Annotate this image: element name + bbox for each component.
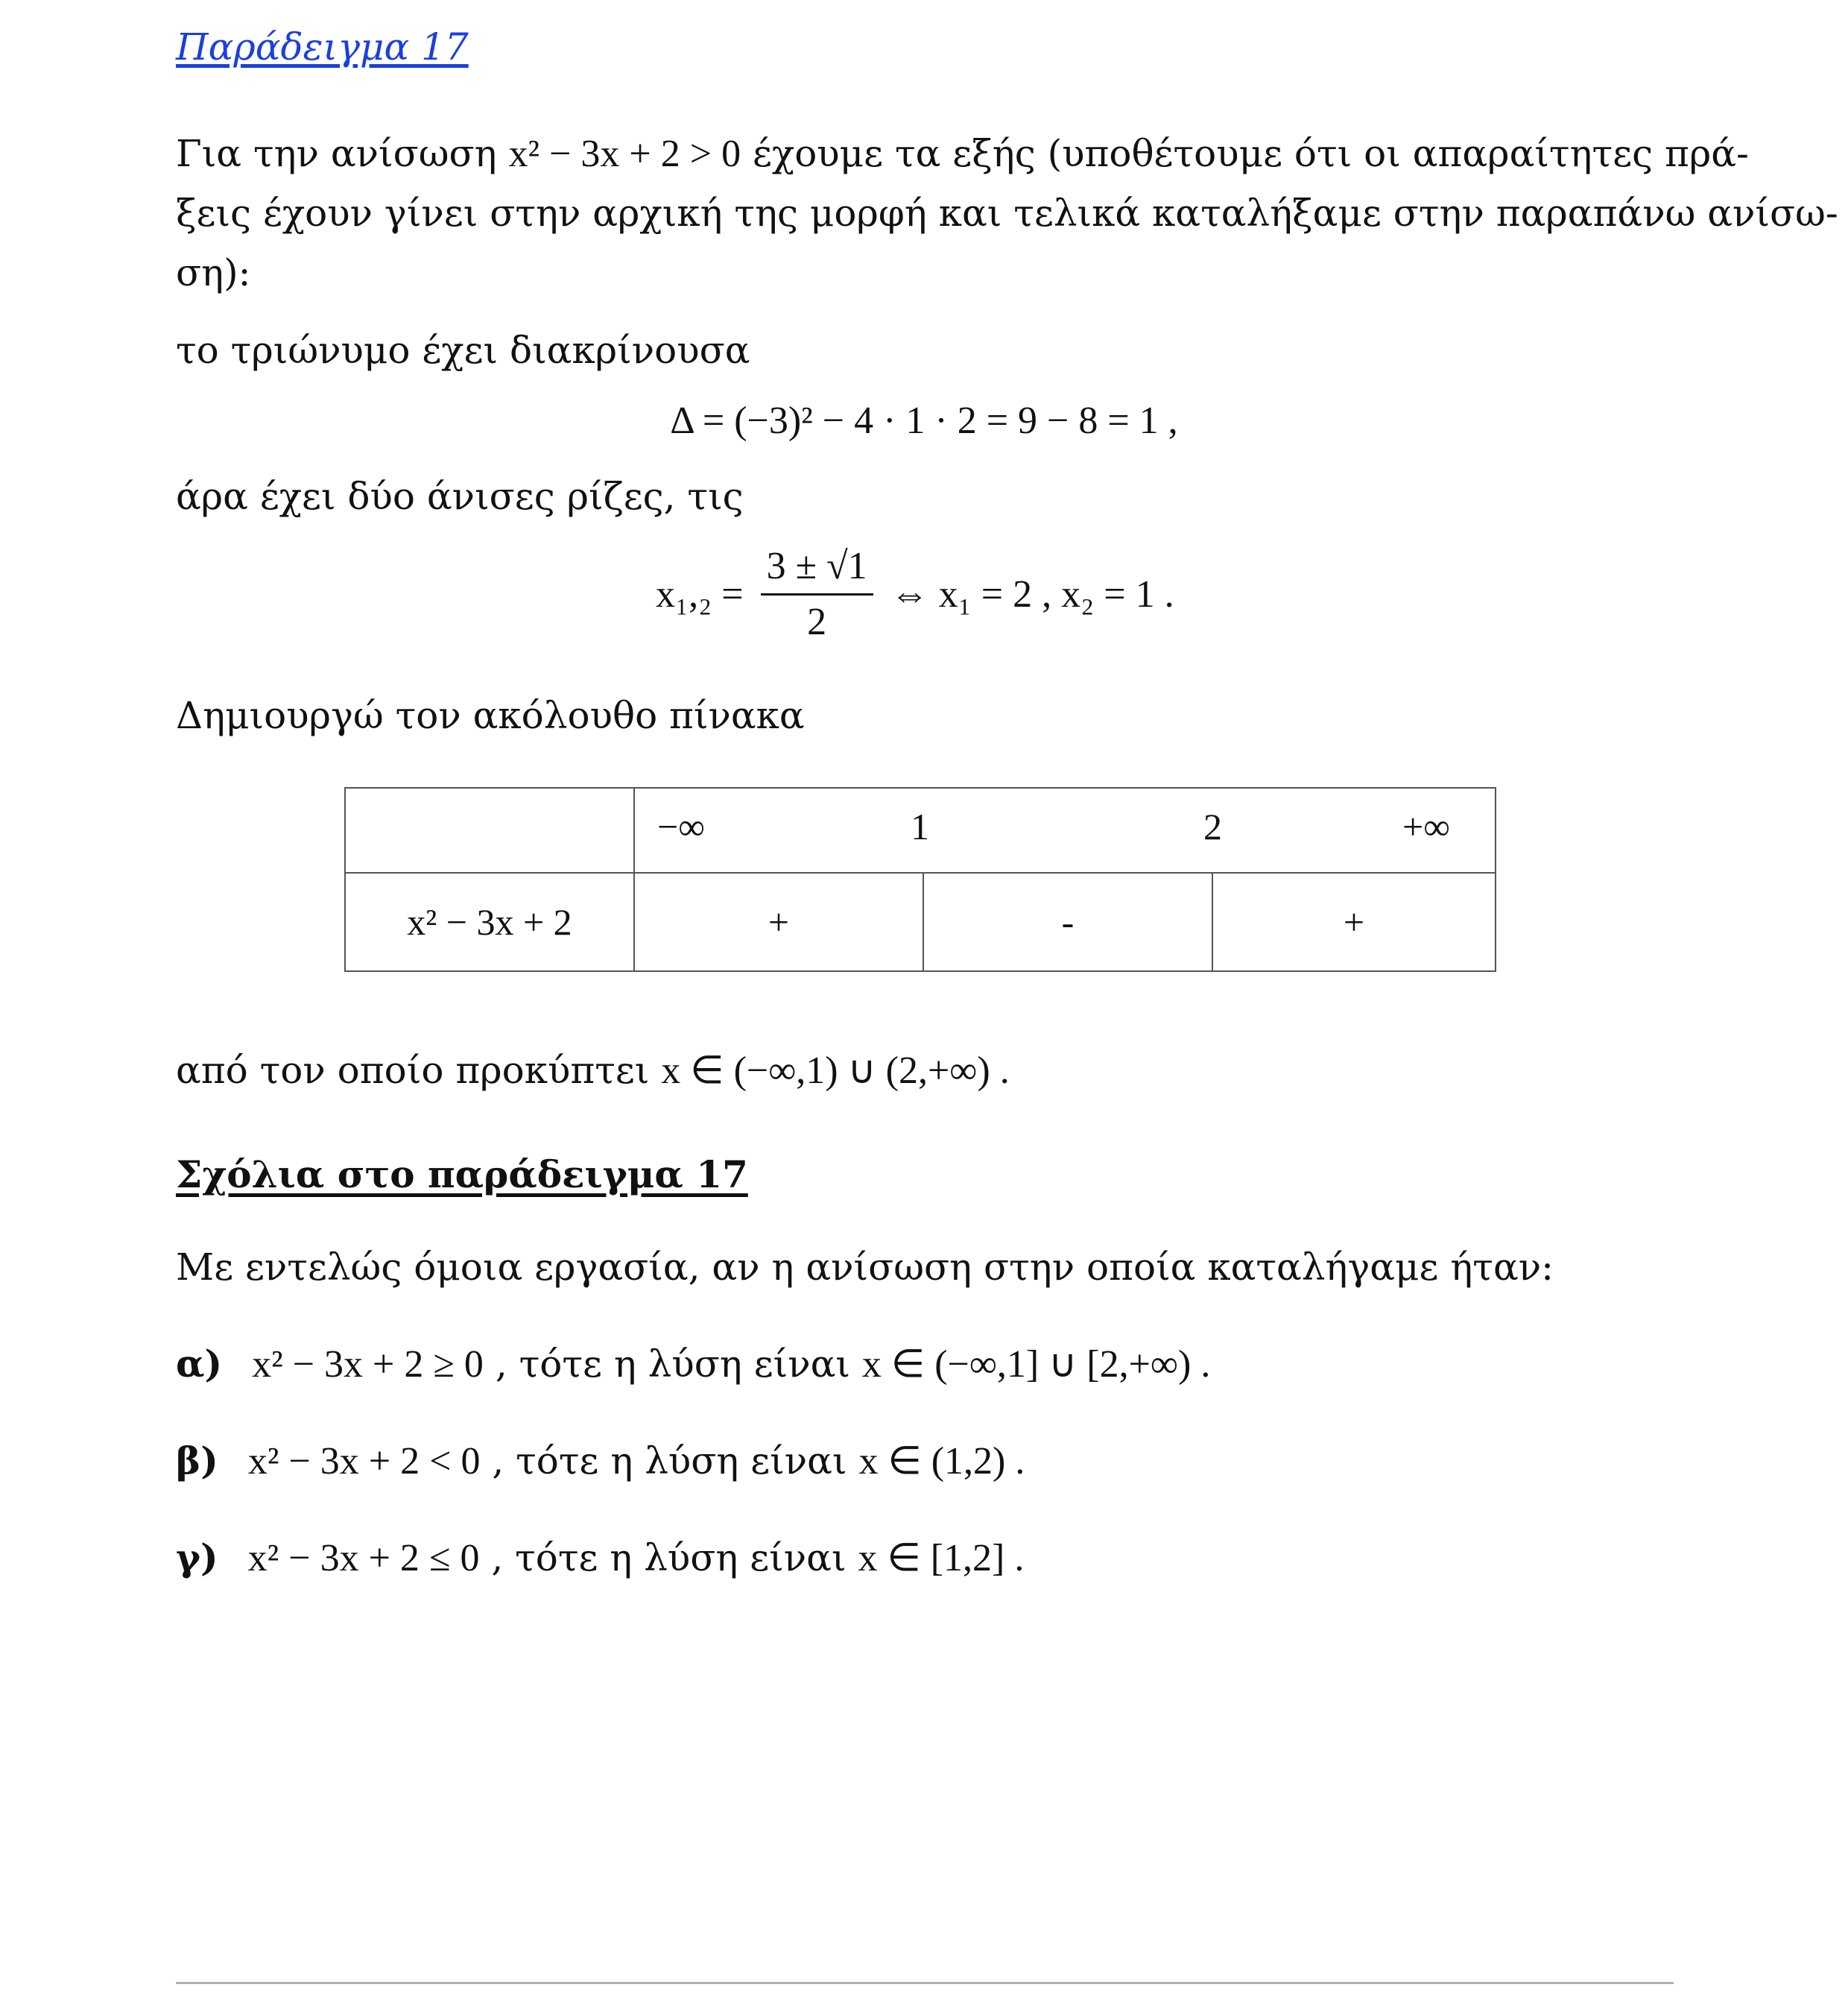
conclusion-math: x ∈ (−∞,1) ∪ (2,+∞) .	[661, 1049, 1010, 1092]
sign-table	[344, 787, 1496, 972]
case-text: , τότε η λύση είναι	[479, 1536, 858, 1579]
point-minus-infinity: −∞	[657, 806, 705, 847]
row-label-cell: x² − 3x + 2	[345, 873, 634, 971]
fraction-denominator: 2	[807, 601, 827, 643]
roots-intro: άρα έχει δύο άνισες ρίζες, τις	[176, 475, 744, 518]
case-solution: x ∈ (−∞,1] ∪ [2,+∞) .	[861, 1343, 1211, 1386]
intro-line-3: ση):	[176, 251, 251, 294]
case-label: β)	[176, 1439, 218, 1483]
intro-paragraph	[176, 124, 1838, 303]
inequality-math: x² − 3x + 2 > 0	[508, 133, 741, 175]
example-heading: Παράδειγμα 17	[176, 25, 469, 69]
case-text: , τότε η λύση είναι	[480, 1439, 859, 1483]
sign-cell: -	[923, 873, 1212, 971]
case-text: , τότε η λύση είναι	[483, 1342, 862, 1386]
case-inequality: x² − 3x + 2 ≥ 0	[252, 1343, 484, 1386]
case-solution: x ∈ [1,2] .	[858, 1537, 1025, 1579]
case-item	[176, 1342, 1210, 1387]
case-item	[176, 1535, 1024, 1581]
case-inequality: x² − 3x + 2 ≤ 0	[247, 1537, 480, 1579]
table-corner-cell	[345, 788, 634, 873]
table-intro: Δημιουργώ τον ακόλουθο πίνακα	[176, 694, 805, 737]
fraction-numerator: 3 ± √1	[761, 544, 873, 596]
roots-formula	[656, 544, 1174, 645]
sign-cell: +	[1212, 873, 1496, 971]
comments-intro: Με εντελώς όμοια εργασία, αν η ανίσωση στην οποία καταλήγαμε ήταν:	[176, 1245, 1554, 1289]
case-solution: x ∈ (1,2) .	[858, 1440, 1025, 1483]
table-header-cell	[634, 788, 1496, 873]
case-label: α)	[176, 1342, 223, 1386]
roots-lhs: x₁,₂ =	[656, 573, 744, 616]
discriminant-intro: το τριώνυμο έχει διακρίνουσα	[176, 329, 750, 372]
case-inequality: x² − 3x + 2 < 0	[247, 1440, 481, 1483]
intro-text-2: έχουμε τα εξής (υποθέτουμε ότι οι απαραίτητες πρά-	[741, 132, 1749, 175]
sign-cell: +	[634, 873, 923, 971]
point-root-2: 2	[1203, 806, 1222, 847]
conclusion	[176, 1048, 1010, 1093]
conclusion-text: από τον οποίο προκύπτει	[176, 1049, 662, 1092]
intro-text: Για την ανίσωση	[176, 132, 509, 175]
intro-line-2: ξεις έχουν γίνει στην αρχική της μορφή και τελικά καταλήξαμε στην παραπάνω ανίσω-	[176, 192, 1838, 235]
discriminant-formula: Δ = (−3)² − 4 · 1 · 2 = 9 − 8 = 1 ,	[670, 400, 1178, 442]
comments-heading: Σχόλια στο παράδειγμα 17	[176, 1152, 748, 1196]
point-root-1: 1	[911, 806, 929, 847]
point-plus-infinity: +∞	[1402, 806, 1450, 847]
roots-rhs: ⇔ x₁ = 2 , x₂ = 1 .	[890, 573, 1174, 616]
intro-line-1	[176, 124, 1838, 183]
case-item	[176, 1439, 1025, 1484]
case-label: γ)	[176, 1535, 218, 1579]
roots-fraction	[761, 544, 873, 645]
footer-divider	[176, 1982, 1674, 1984]
